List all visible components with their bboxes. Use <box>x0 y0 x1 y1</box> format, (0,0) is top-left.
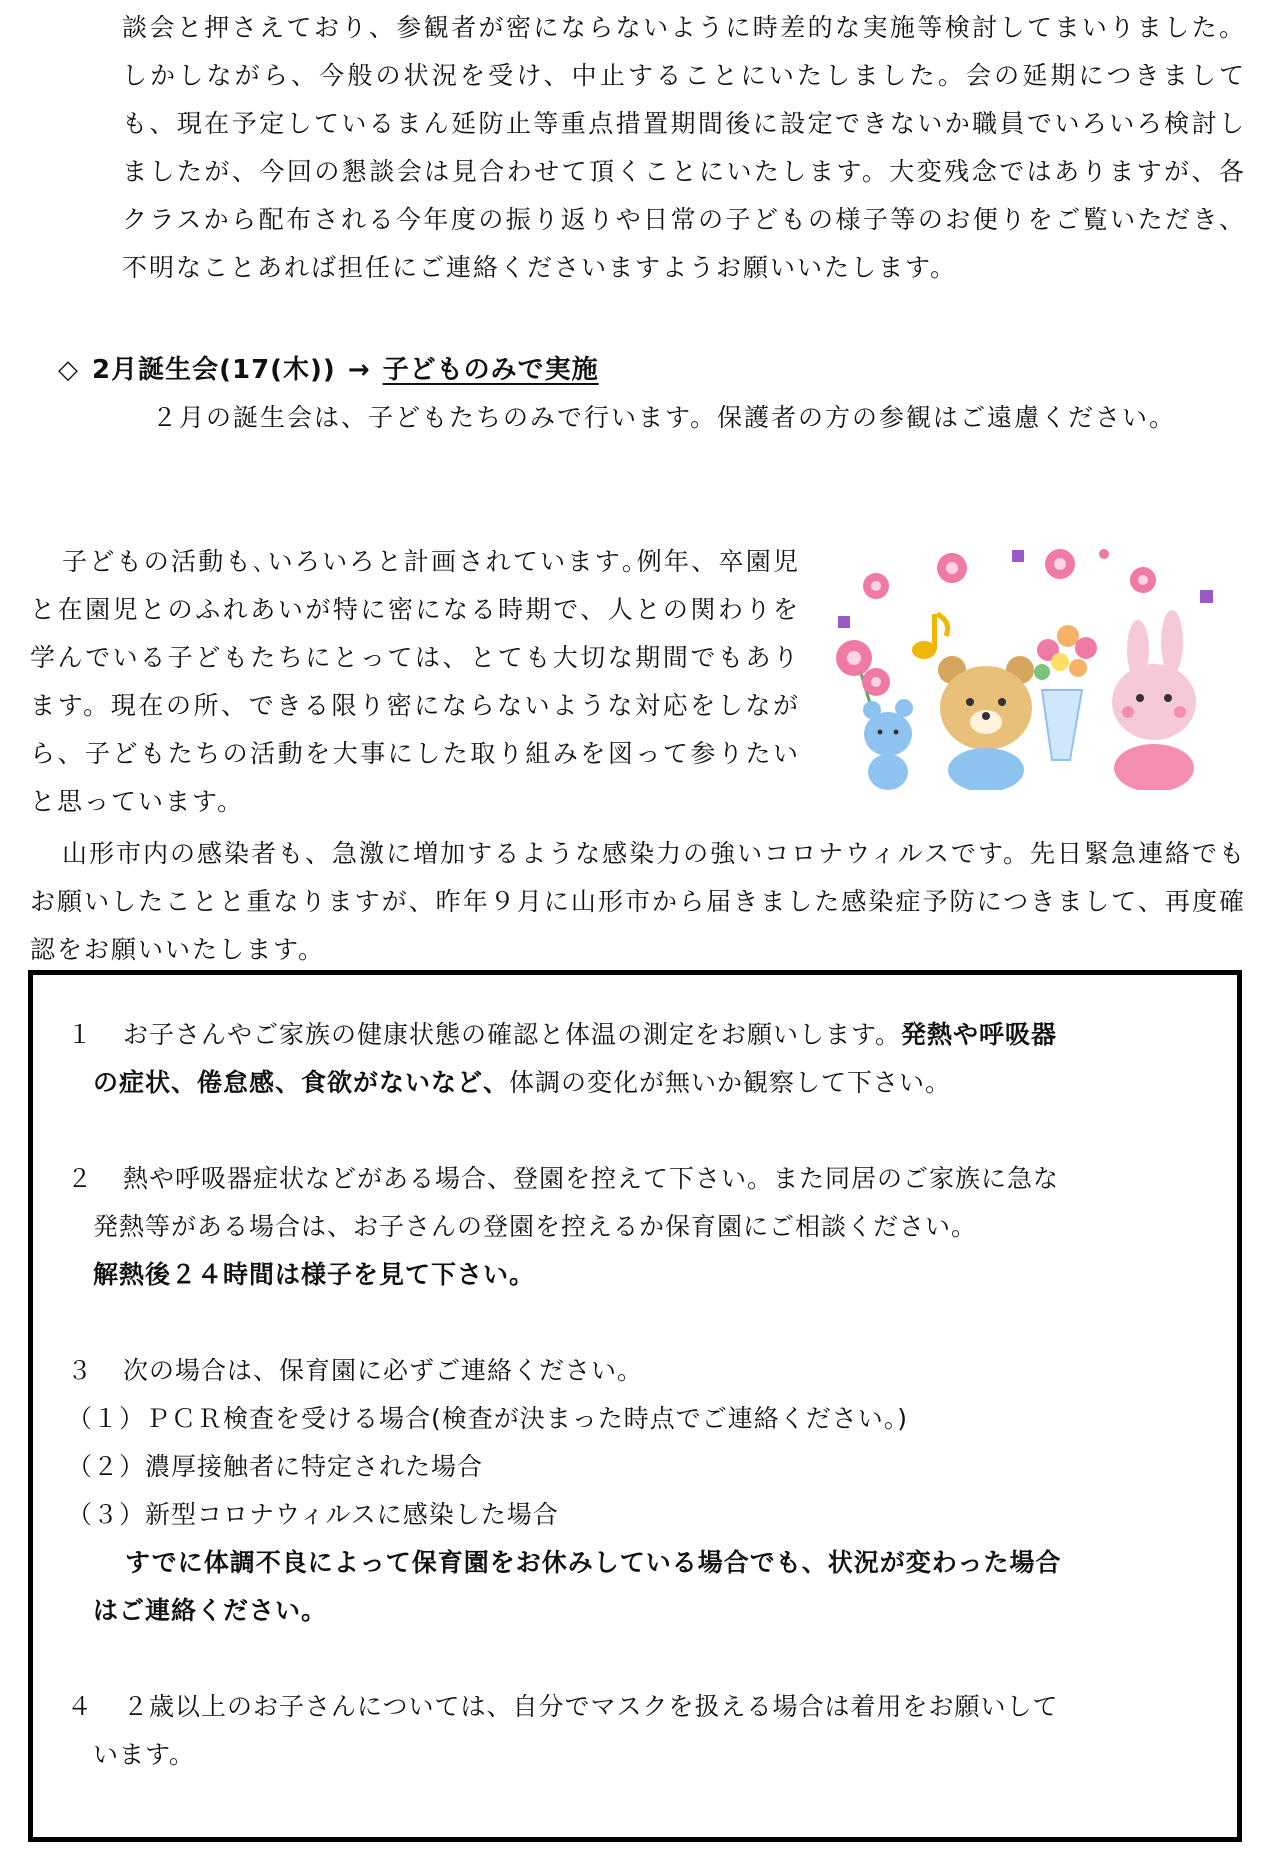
notice-item-2-line-2: 発熱等がある場合は、お子さんの登園を控えるか保育園にご相談ください。 <box>93 1212 978 1241</box>
flower-icon <box>1099 549 1109 559</box>
notice-item-text: ２歳以上のお子さんについては、自分でマスクを扱える場合は着用をお願いして <box>123 1692 1059 1721</box>
animals-flowers-illustration <box>820 530 1250 790</box>
activities-paragraph: 子どもの活動も､いろいろと計画されています｡例年、卒園児と在園児とのふれあいが特に密になる時期で、人との関わりを学んでいる子どもたちにとっては、とても大切な期間でもあります。現在の所、できる限り密にならないような対応をしながら、子どもたちの活動を大事にした取り組みを図って参りたいと思っています。 <box>30 547 800 816</box>
notice-item-text: お子さんやご家族の健康状態の確認と体温の測定をお願いします。 <box>123 1020 902 1049</box>
notice-item-3-sub-2: （２）濃厚接触者に特定された場合 <box>67 1452 484 1481</box>
notice-item-number: ２ <box>67 1164 94 1193</box>
notice-item-4-line-2: います。 <box>93 1740 196 1769</box>
infection-paragraph: 山形市内の感染者も、急激に増加するような感染力の強いコロナウィルスです。先日緊急連絡でもお願いしたことと重なりますが、昨年９月に山形市から届きました感染症予防につきまして、再度確認をお願いいたします。 <box>30 839 1246 964</box>
notice-item-bold-text: 発熱や呼吸器 <box>901 1020 1058 1049</box>
flower-icon <box>1045 549 1075 579</box>
notice-item-number: １ <box>67 1020 94 1049</box>
notice-item-4-line-1 <box>67 1683 1059 1731</box>
music-note-icon <box>912 614 948 659</box>
notice-item-3-sub-3: （３）新型コロナウィルスに感染した場合 <box>67 1500 559 1529</box>
notice-item-3-sub-1: （１）ＰＣＲ検査を受ける場合(検査が決まった時点でご連絡ください。) <box>67 1404 909 1433</box>
flower-icon <box>838 616 850 628</box>
birthday-heading <box>58 348 958 392</box>
notice-item-text: 熱や呼吸器症状などがある場合、登園を控えて下さい。また同居のご家族に急な <box>123 1164 1060 1193</box>
notice-item-1-line-1 <box>67 1011 1057 1059</box>
notice-item-number: ３ <box>67 1356 94 1385</box>
notice-item-1-line-2 <box>93 1059 951 1107</box>
notice-box <box>28 970 1242 1842</box>
flower-icon <box>1130 567 1156 593</box>
notice-item-3-line-1 <box>67 1347 643 1395</box>
notice-item-2-line-3: 解熱後２４時間は様子を見て下さい。 <box>93 1260 536 1289</box>
flower-icon <box>1200 590 1213 603</box>
rabbit-icon <box>1112 610 1196 790</box>
notice-item-bold-text: の症状、倦怠感、食欲がないなど、 <box>93 1068 510 1097</box>
flower-icon <box>863 573 889 599</box>
notice-item-text: 次の場合は、保育園に必ずご連絡ください。 <box>123 1356 644 1385</box>
bear-icon <box>938 656 1034 790</box>
notice-item-3-note-1: すでに体調不良によって保育園をお休みしている場合でも、状況が変わった場合 <box>125 1548 1062 1577</box>
notice-item-number: ４ <box>67 1692 94 1721</box>
notice-item-3-note-2: はご連絡ください。 <box>93 1596 328 1625</box>
birthday-paragraph: ２月の誕生会は、子どもたちのみで行います。保護者の方の参観はご遠慮ください。 <box>152 403 1177 432</box>
mouse-icon <box>863 699 913 790</box>
notice-item-text: 体調の変化が無いか観察して下さい。 <box>509 1068 952 1097</box>
bouquet-icon <box>1034 625 1097 760</box>
birthday-emphasis: 子どものみで実施 <box>382 355 599 385</box>
diamond-bullet-icon: ◇ <box>58 355 79 385</box>
flower-icon <box>937 553 967 583</box>
intro-paragraph: 談会と押さえており、参観者が密にならないように時差的な実施等検討してまいりました。しかしながら、今般の状況を受け、中止することにいたしました。会の延期につきましても、現在予定しているまん延防止等重点措置期間後に設定できないか職員でいろいろ検討しましたが、今回の懇談会は見合わせて頂くことにいたします。大変残念ではありますが、各クラスから配布される今年度の振り返りや日常の子どもの様子等のお便りをご覧いただき、不明なことあれば担任にご連絡くださいますようお願いいたします。 <box>122 13 1246 282</box>
birthday-title: 2月誕生会(17(木)) <box>92 355 336 385</box>
arrow-icon: → <box>347 355 371 385</box>
flower-icon <box>1012 550 1024 562</box>
notice-item-2-line-1 <box>67 1155 1059 1203</box>
